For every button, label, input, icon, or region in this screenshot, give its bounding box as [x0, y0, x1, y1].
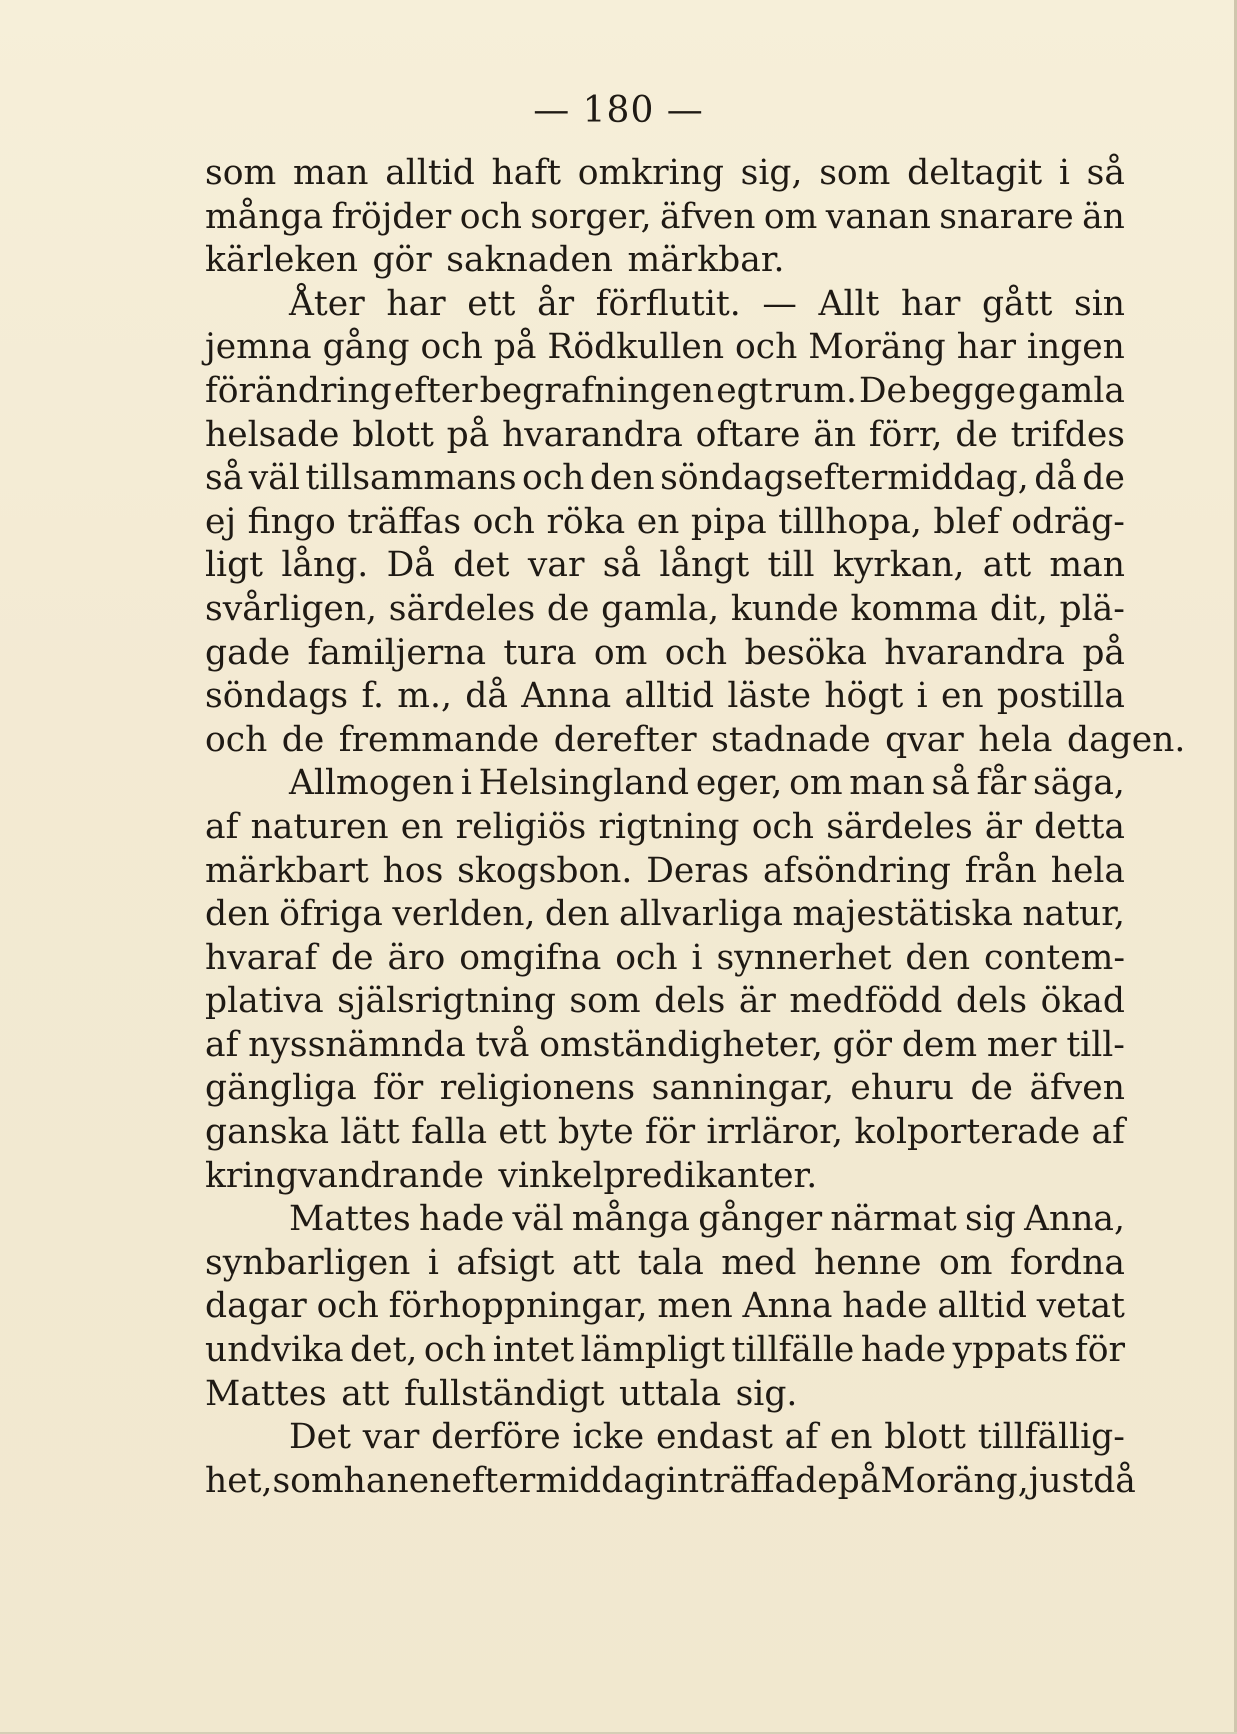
word: hade — [418, 1199, 505, 1240]
word: verlden, — [392, 894, 536, 935]
word: Mattes — [205, 1373, 327, 1414]
word: pipa — [690, 501, 767, 542]
word: De — [858, 370, 907, 411]
word: många — [571, 1199, 690, 1240]
word: väl — [248, 458, 300, 499]
word: i — [1058, 153, 1070, 193]
word: blott — [884, 1417, 966, 1458]
word: besöka — [744, 632, 867, 673]
word: alltid — [624, 676, 715, 717]
word: Åter — [289, 283, 365, 324]
word: skogsbon. — [457, 850, 633, 891]
word: detta — [1034, 806, 1125, 847]
word: just — [1028, 1460, 1094, 1501]
word: så — [205, 458, 244, 499]
word: Då — [386, 545, 435, 586]
word: plä- — [1059, 588, 1125, 629]
word: vinkelpredikanter. — [498, 1155, 818, 1196]
word: derefter — [553, 719, 697, 760]
text-line — [205, 501, 1125, 545]
word: uttala — [618, 1373, 722, 1414]
word: sig, — [740, 153, 803, 193]
word: då — [1034, 458, 1077, 499]
word: hvaraf — [205, 937, 318, 978]
word: om — [763, 196, 818, 237]
word: jemna — [205, 327, 312, 368]
word: religiös — [455, 806, 587, 847]
word: Rödkullen — [547, 327, 725, 368]
paragraph-first-line — [205, 283, 1125, 327]
word: komma — [850, 588, 979, 629]
body-text — [205, 152, 1186, 1503]
word: m., — [397, 676, 452, 717]
word: hade — [842, 1286, 928, 1327]
word: Moräng — [808, 327, 946, 368]
word: han — [343, 1460, 409, 1501]
word: äfven — [1029, 1068, 1125, 1109]
word: ökad — [1040, 981, 1125, 1022]
text-line — [205, 326, 1125, 370]
word: som — [569, 981, 641, 1022]
word: qvar — [885, 719, 964, 760]
word: och — [751, 806, 815, 847]
word: dels — [654, 981, 726, 1022]
word: de — [955, 414, 998, 455]
text-line — [205, 937, 1125, 981]
word: så — [931, 763, 970, 804]
word: man — [292, 153, 369, 193]
word: rigtning — [598, 806, 740, 847]
word: har — [386, 283, 446, 324]
word: söndagseftermiddag, — [660, 458, 1029, 499]
word: träffas — [347, 501, 462, 542]
word: en — [829, 1417, 873, 1458]
word: henne — [814, 1242, 922, 1283]
word: det, — [350, 1330, 418, 1371]
word: kunde — [730, 588, 839, 629]
word: särdeles — [388, 588, 536, 629]
word: än — [813, 414, 857, 455]
text-line — [205, 675, 1125, 719]
word: plativa — [205, 981, 324, 1022]
word: sanningar, — [651, 1068, 834, 1109]
word: synbarligen — [205, 1242, 411, 1283]
paragraph-first-line — [205, 1198, 1125, 1242]
word: intet — [492, 1330, 575, 1371]
word: sig. — [735, 1373, 798, 1414]
word: och — [735, 327, 798, 368]
word: Allmogen — [289, 763, 455, 804]
text-line — [205, 457, 1125, 501]
word: och — [205, 719, 268, 760]
word: Mattes — [289, 1199, 411, 1240]
word: en — [636, 501, 680, 542]
word: och — [420, 327, 483, 368]
word: contem- — [984, 937, 1125, 978]
text-line — [205, 980, 1125, 1024]
word: märkbar. — [627, 240, 785, 281]
word: ej — [205, 501, 237, 542]
word: ligt — [205, 545, 264, 586]
word: af — [205, 1024, 239, 1065]
word: sin — [1074, 283, 1125, 324]
text-line — [205, 1111, 1125, 1155]
word: väl — [512, 1199, 564, 1240]
word: omkring — [577, 153, 724, 193]
word: att — [341, 1373, 390, 1414]
word: natur, — [1022, 894, 1125, 935]
word: ingen — [1026, 327, 1125, 368]
word: kolporterade — [854, 1112, 1081, 1153]
word: är — [738, 981, 776, 1022]
word: kyrkan, — [832, 545, 965, 586]
word: på — [493, 327, 537, 368]
text-line — [205, 1373, 1125, 1417]
text-line — [205, 1242, 1125, 1286]
word: icke — [572, 1417, 645, 1458]
word: gått — [981, 283, 1053, 324]
word: röka — [546, 501, 626, 542]
word: tillhopa, — [778, 501, 922, 542]
word: på — [837, 1460, 881, 1501]
word: svårligen, — [205, 588, 378, 629]
word: ganska — [205, 1112, 330, 1153]
word: den — [589, 458, 655, 499]
word: till — [767, 545, 815, 586]
word: synnerhet — [716, 937, 892, 978]
text-line — [205, 850, 1125, 894]
word: omgifna — [459, 937, 602, 978]
word: tillfällig- — [977, 1417, 1125, 1458]
word: odräg- — [1011, 501, 1125, 542]
word: år — [537, 283, 575, 324]
word: än — [1082, 196, 1125, 237]
word: från — [964, 850, 1037, 891]
word: de — [970, 1068, 1013, 1109]
word: ett — [467, 283, 516, 324]
word: om — [789, 763, 843, 804]
word: öfriga — [279, 894, 383, 935]
word: kringvandrande — [205, 1155, 484, 1196]
word: tillfälle — [731, 1330, 855, 1371]
word: tillsammans — [305, 458, 517, 499]
word: eger, — [695, 763, 783, 804]
word: förr, — [868, 414, 943, 455]
text-line — [205, 1329, 1125, 1373]
word: byte — [557, 1112, 634, 1153]
word: snarare — [939, 196, 1074, 237]
word: tala — [637, 1242, 704, 1283]
word: hvarandra — [502, 414, 683, 455]
paragraph-first-line — [205, 762, 1125, 806]
word: till- — [1066, 1024, 1125, 1065]
word: — — [762, 283, 797, 324]
word: Det — [289, 1417, 351, 1458]
word: säga, — [1032, 763, 1125, 804]
word: sig — [965, 1199, 1016, 1240]
word: de — [331, 937, 374, 978]
word: lätt — [340, 1112, 400, 1153]
word: äfven — [659, 196, 756, 237]
word: och — [522, 458, 585, 499]
word: och — [459, 196, 523, 237]
word: hos — [382, 850, 444, 891]
word: långt — [659, 545, 750, 586]
word: afsigt — [456, 1242, 555, 1283]
word: dem — [901, 1024, 978, 1065]
word: särdeles — [826, 806, 973, 847]
word: har — [901, 283, 961, 324]
word: som — [819, 153, 891, 193]
word: på — [1082, 632, 1125, 673]
page-number: — 180 — — [533, 90, 704, 131]
word: trifdes — [1010, 414, 1125, 455]
text-line — [205, 414, 1125, 458]
word: fordna — [1010, 1242, 1125, 1283]
word: gånger — [698, 1199, 823, 1240]
word: en — [940, 676, 984, 717]
word: undvika — [205, 1330, 344, 1371]
word: endast — [655, 1417, 773, 1458]
word: läste — [727, 676, 811, 717]
word: irrläror, — [706, 1112, 843, 1153]
text-line — [205, 196, 1125, 240]
word: det — [453, 545, 510, 586]
word: som — [272, 1460, 344, 1501]
text-line — [205, 1285, 1125, 1329]
word: söndags — [205, 676, 349, 717]
word: för — [1074, 1330, 1125, 1371]
word: yppats — [952, 1330, 1069, 1371]
word: förhoppningar, — [388, 1286, 648, 1327]
word: Allt — [818, 283, 880, 324]
word: eftermiddag — [451, 1460, 666, 1501]
text-line — [205, 588, 1125, 632]
word: ett — [498, 1112, 547, 1153]
word: mer — [986, 1024, 1057, 1065]
word: gamla, — [601, 588, 720, 629]
word: postilla — [996, 676, 1125, 717]
word: dagar — [205, 1286, 307, 1327]
word: alltid — [937, 1286, 1027, 1327]
word: vetat — [1036, 1286, 1125, 1327]
text-line — [205, 632, 1125, 676]
word: man — [1049, 545, 1125, 586]
word: gör — [372, 240, 432, 281]
word: vanan — [825, 196, 931, 237]
word: med — [721, 1242, 797, 1283]
word: för — [373, 1068, 424, 1109]
text-line — [205, 544, 1125, 588]
word: högt — [824, 676, 904, 717]
word: och — [472, 501, 535, 542]
word: Anna, — [1024, 1199, 1125, 1240]
text-line — [205, 370, 1125, 414]
word: man — [849, 763, 925, 804]
word: i — [916, 676, 928, 717]
word: dels — [955, 981, 1028, 1022]
word: het, — [205, 1460, 273, 1501]
word: att — [571, 1242, 621, 1283]
word: blott — [352, 414, 434, 455]
word: sorger, — [530, 196, 652, 237]
word: dagen. — [1066, 719, 1186, 760]
word: familjerna — [307, 632, 487, 673]
word: gamla — [1017, 370, 1125, 411]
word: den — [205, 894, 270, 935]
word: gång — [322, 327, 410, 368]
word: märkbart — [205, 850, 369, 891]
word: deltagit — [907, 153, 1043, 193]
word: men — [657, 1286, 733, 1327]
word: var — [527, 545, 585, 586]
word: och — [615, 937, 678, 978]
word: fremmande — [338, 719, 540, 760]
word: de — [1082, 458, 1125, 499]
word: i — [460, 763, 472, 804]
word: själsrigtning — [337, 981, 556, 1022]
word: en — [400, 806, 444, 847]
word: Deras — [646, 850, 750, 891]
word: lång. — [281, 545, 369, 586]
word: som — [205, 153, 277, 193]
word: fröjder — [331, 196, 452, 237]
word: äro — [387, 937, 446, 978]
word: af — [1091, 1112, 1125, 1153]
word: två — [475, 1024, 530, 1065]
word: omständigheter, — [539, 1024, 823, 1065]
word: en — [408, 1460, 452, 1501]
word: gade — [205, 632, 291, 673]
text-line — [205, 1067, 1125, 1111]
word: gör — [832, 1024, 893, 1065]
word: alltid — [385, 153, 475, 193]
word: de — [546, 588, 590, 629]
text-line — [205, 806, 1125, 850]
word: den — [905, 937, 971, 978]
word: har — [956, 327, 1016, 368]
word: oftare — [695, 414, 801, 455]
word: och — [664, 632, 728, 673]
word: lämpligt — [580, 1330, 726, 1371]
word: och — [423, 1330, 487, 1371]
text-line — [205, 1460, 1136, 1504]
word: hvarandra — [884, 632, 1065, 673]
word: då — [1093, 1460, 1136, 1501]
text-line — [205, 152, 1125, 196]
word: Moräng, — [880, 1460, 1029, 1501]
word: den — [544, 894, 610, 935]
word: Helsingland — [478, 763, 690, 804]
word: i — [691, 937, 703, 978]
word: de — [281, 719, 325, 760]
text-line — [205, 239, 1125, 283]
word: afsöndring — [762, 850, 951, 891]
word: och — [316, 1286, 379, 1327]
word: haft — [491, 153, 561, 193]
word: då — [465, 676, 508, 717]
word: af — [205, 806, 239, 847]
word: för — [645, 1112, 696, 1153]
word: Anna — [742, 1286, 833, 1327]
text-line — [205, 719, 1186, 763]
word: fingo — [247, 501, 336, 542]
word: närmat — [830, 1199, 957, 1240]
word: är — [984, 806, 1022, 847]
word: tura — [503, 632, 577, 673]
text-line — [205, 893, 1125, 937]
word: dit, — [989, 588, 1048, 629]
word: saknaden — [446, 240, 613, 281]
word: så — [602, 545, 642, 586]
word: medfödd — [789, 981, 943, 1022]
word: f. — [361, 676, 384, 717]
word: blef — [933, 501, 1000, 542]
word: att — [982, 545, 1032, 586]
word: ehuru — [850, 1068, 954, 1109]
word: stadnade — [711, 719, 871, 760]
word: många — [205, 196, 324, 237]
word: derföre — [431, 1417, 561, 1458]
word: helsade — [205, 414, 340, 455]
word: naturen — [250, 806, 389, 847]
word: i — [427, 1242, 439, 1283]
word: får — [976, 763, 1027, 804]
word: af — [784, 1417, 818, 1458]
word: hela — [1050, 850, 1125, 891]
word: begrafningen — [479, 370, 715, 411]
word: religionens — [439, 1068, 636, 1109]
paragraph-first-line — [205, 1416, 1125, 1460]
word: om — [939, 1242, 993, 1283]
word: inträffade — [665, 1460, 838, 1501]
word: egt — [716, 370, 773, 411]
word: förflutit. — [595, 283, 741, 324]
text-line — [205, 1024, 1125, 1068]
word: majestätiska — [792, 894, 1013, 935]
word: kärleken — [205, 240, 358, 281]
word: förändring — [205, 370, 392, 411]
word: på — [446, 414, 490, 455]
word: så — [1086, 153, 1125, 193]
word: Anna — [521, 676, 612, 717]
word: allvarliga — [619, 894, 783, 935]
word: begge — [908, 370, 1017, 411]
text-line — [205, 1155, 1125, 1199]
word: hade — [860, 1330, 947, 1371]
word: rum. — [774, 370, 857, 411]
word: fullständigt — [404, 1373, 605, 1414]
word: om — [593, 632, 648, 673]
word: hela — [978, 719, 1053, 760]
word: falla — [411, 1112, 488, 1153]
word: var — [362, 1417, 420, 1458]
word: nyssnämnda — [248, 1024, 466, 1065]
word: gängliga — [205, 1068, 357, 1109]
word: efter — [393, 370, 478, 411]
